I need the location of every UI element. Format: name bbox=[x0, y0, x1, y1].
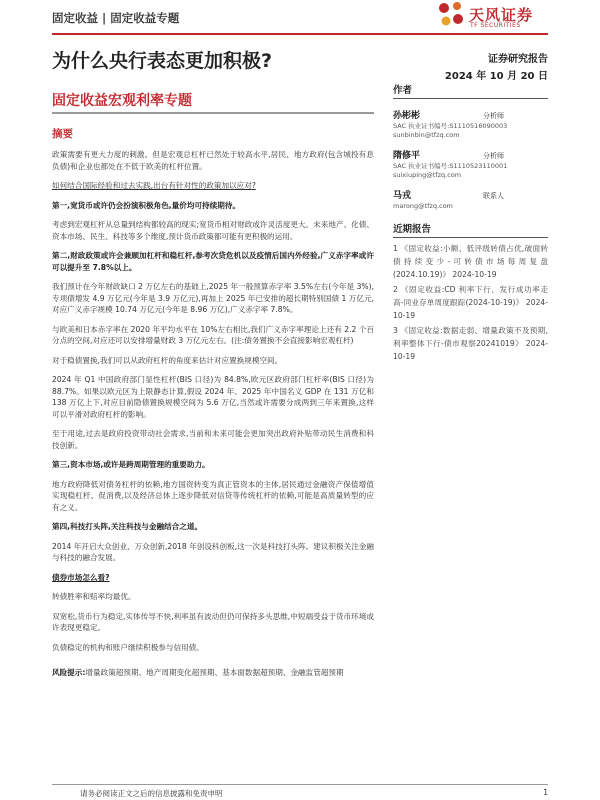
abstract-paragraph: 第四,科技打头阵,关注科技与金融结合之道。 bbox=[52, 522, 203, 531]
recent-report-item[interactable]: 1 《固定收益:小额、低评级转债占优,破面转债持续变少-可转债市场每周复盘(2024.10.19)》 2024-10-19 bbox=[393, 244, 548, 279]
header-divider bbox=[52, 33, 548, 35]
footer-note: 请务必阅读正文之后的信息披露和免责申明 bbox=[80, 789, 223, 798]
page-number: 1 bbox=[543, 788, 548, 797]
author-entry bbox=[393, 143, 548, 180]
header-section: 固定收益 | 固定收益专题 bbox=[52, 11, 180, 25]
recent-report-item[interactable]: 2 《固定收益:CD 利率下行、发行成功率走高-同业存单周度跟踪(2024-10-19)》 2024-10-19 bbox=[393, 285, 548, 320]
report-subtitle: 固定收益宏观利率专题 bbox=[52, 93, 192, 109]
risk-text: 增量政策超预期、地产周期变化超预期、基本面数据超预期、金融监管超预期 bbox=[85, 668, 344, 677]
authors-list bbox=[393, 103, 548, 211]
author-email[interactable]: suixiuping@tfzq.com bbox=[393, 171, 462, 179]
authors-heading: 作者 bbox=[393, 82, 548, 99]
logo-name: 天风证券 bbox=[469, 6, 534, 24]
author-sac: SAC 执业证书编号:S1110523110001 bbox=[393, 162, 508, 170]
footer-divider bbox=[52, 784, 548, 785]
abstract-paragraph: 地方政府降低对债务杠杆的依赖,地方国资转变为真正管资本的主体,居民通过金融资产保值增值实现稳杠杆、促消费,以及经济总体上逐步降低对信贷等传统杠杆的依赖,可能是高质量转型的应有之义。 bbox=[52, 479, 374, 512]
subtitle-divider bbox=[52, 112, 374, 114]
author-role: 分析师 bbox=[483, 152, 504, 160]
author-name: 马戎 bbox=[393, 191, 412, 201]
author-entry bbox=[393, 183, 548, 211]
abstract-paragraph: 双宽松,货币行为稳定,实体传导不快,利率虽有波动但仍可保持多头思维,中短端受益于货币环境或许表现更稳定。 bbox=[52, 611, 374, 632]
author-name: 隋修平 bbox=[393, 151, 421, 161]
abstract-paragraph: 政策需要有更大力度的刺激。但是宏观总杠杆已然处于较高水平,居民、地方政府(包含城投有息负债)和企业也都处在不低于欧美的杠杆位置。 bbox=[52, 150, 374, 171]
logo-sub: TF SECURITIES bbox=[470, 22, 521, 29]
abstract-paragraph: 2024 年 Q1 中国政府部门显性杠杆(BIS 口径)为 84.8%,欧元区政府部门杠杆率(BIS 口径)为 88.7%。如果以欧元区为上限静态计算,假设 2024 年、2025 年中国名义 GDP 在 131 万亿和 138 万亿上下,对应目前隐债置换规模空间为 5.6 万亿,当然或许需要分成两到三年来置换,这样可以平滑对政府杠杆的影响。 bbox=[52, 375, 374, 419]
recent-heading: 近期报告 bbox=[393, 221, 548, 238]
abstract-body bbox=[52, 149, 374, 653]
abstract-paragraph: 与欧美和日本赤字率在 2020 年平均水平在 10%左右相比,我们广义赤字率理论上还有 2.2 个百分点的空间,对应还可以安排增量财政 3 万亿元左右。(注:债务置换不会直接影响宏观杠杆) bbox=[52, 324, 374, 345]
author-sac: SAC 执业证书编号:S1110516090003 bbox=[393, 122, 508, 130]
author-name: 孙彬彬 bbox=[393, 111, 421, 121]
abstract-heading: 摘要 bbox=[52, 128, 73, 140]
risk-note bbox=[52, 667, 374, 679]
abstract-paragraph: 对于稳债置换,我们可以从政府杠杆的角度来估计对应置换规模空间。 bbox=[52, 355, 283, 365]
abstract-paragraph: 我们预计在今年财政缺口 2 万亿左右的基础上,2025 年一般预算赤字率 3.5%左右(今年是 3%),专项债增发 4.9 万亿元(今年是 3.9 万亿元),再加上 2025 年已安排的超长期特别国债 1 万亿元,对应广义赤字规模 10.74 万亿元(今年是 8.96 万亿),广义赤字率 7.8%。 bbox=[52, 282, 374, 314]
abstract-paragraph: 至于用途,过去是政府投资带动社会需求,当前和未来可能会更加突出政府补贴带动民生消费和科技创新。 bbox=[52, 429, 374, 450]
report-type: 证券研究报告 bbox=[488, 54, 548, 65]
abstract-paragraph: 负债稳定的机构和账户继续积极参与信用债。 bbox=[52, 642, 204, 652]
abstract-paragraph: 第一,宽货币或许仍会扮演积极角色,量价均可持续期待。 bbox=[52, 200, 241, 210]
abstract-paragraph: 考虑到宏观杠杆从总量到结构都较高的现实;宽货币相对财政或许灵活度更大。未来地产、化债、资本市场、民生、科技等多个维度,预计货币政策都可能有更积极的运用。 bbox=[52, 220, 374, 241]
author-email[interactable]: marong@tfzq.com bbox=[393, 202, 453, 210]
page-title: 为什么央行表态更加积极? bbox=[52, 50, 273, 72]
risk-label: 风险提示: bbox=[52, 668, 86, 677]
author-email[interactable]: sunbinbin@tfzq.com bbox=[393, 131, 460, 139]
author-entry bbox=[393, 103, 548, 140]
recent-report-item[interactable]: 3 《固定收益:数据走弱、增量政策不及预期,利率整体下行-债市观察20241019》 2024-10-19 bbox=[393, 326, 548, 361]
recent-list bbox=[393, 242, 548, 363]
logo-mark-icon bbox=[436, 0, 466, 30]
abstract-section bbox=[52, 118, 374, 679]
abstract-paragraph: 2014 年开启大众创业、万众创新,2018 年创设科创板,这一次是科技打头阵。建议积极关注金融与科技的融合发展。 bbox=[52, 541, 374, 562]
author-role: 联系人 bbox=[483, 192, 504, 200]
author-role: 分析师 bbox=[483, 112, 504, 120]
sidebar bbox=[393, 82, 548, 365]
abstract-paragraph: 第三,资本市场,或许是跨周期管理的重要助力。 bbox=[52, 460, 210, 469]
abstract-paragraph: 第二,财政政策或许会兼顾加杠杆和稳杠杆,参考次贷危机以及疫情后国内外经验,广义赤字率或许可以提升至 7.8%以上。 bbox=[52, 251, 374, 272]
report-date: 2024 年 10 月 20 日 bbox=[444, 71, 548, 82]
abstract-paragraph: 转债胜率和赔率均最优。 bbox=[52, 592, 136, 601]
abstract-paragraph: 债券市场怎么看? bbox=[52, 572, 110, 582]
logo bbox=[436, 0, 548, 34]
abstract-paragraph: 如何结合国际经验和过去实践,出台有针对性的政策加以应对? bbox=[52, 181, 256, 190]
